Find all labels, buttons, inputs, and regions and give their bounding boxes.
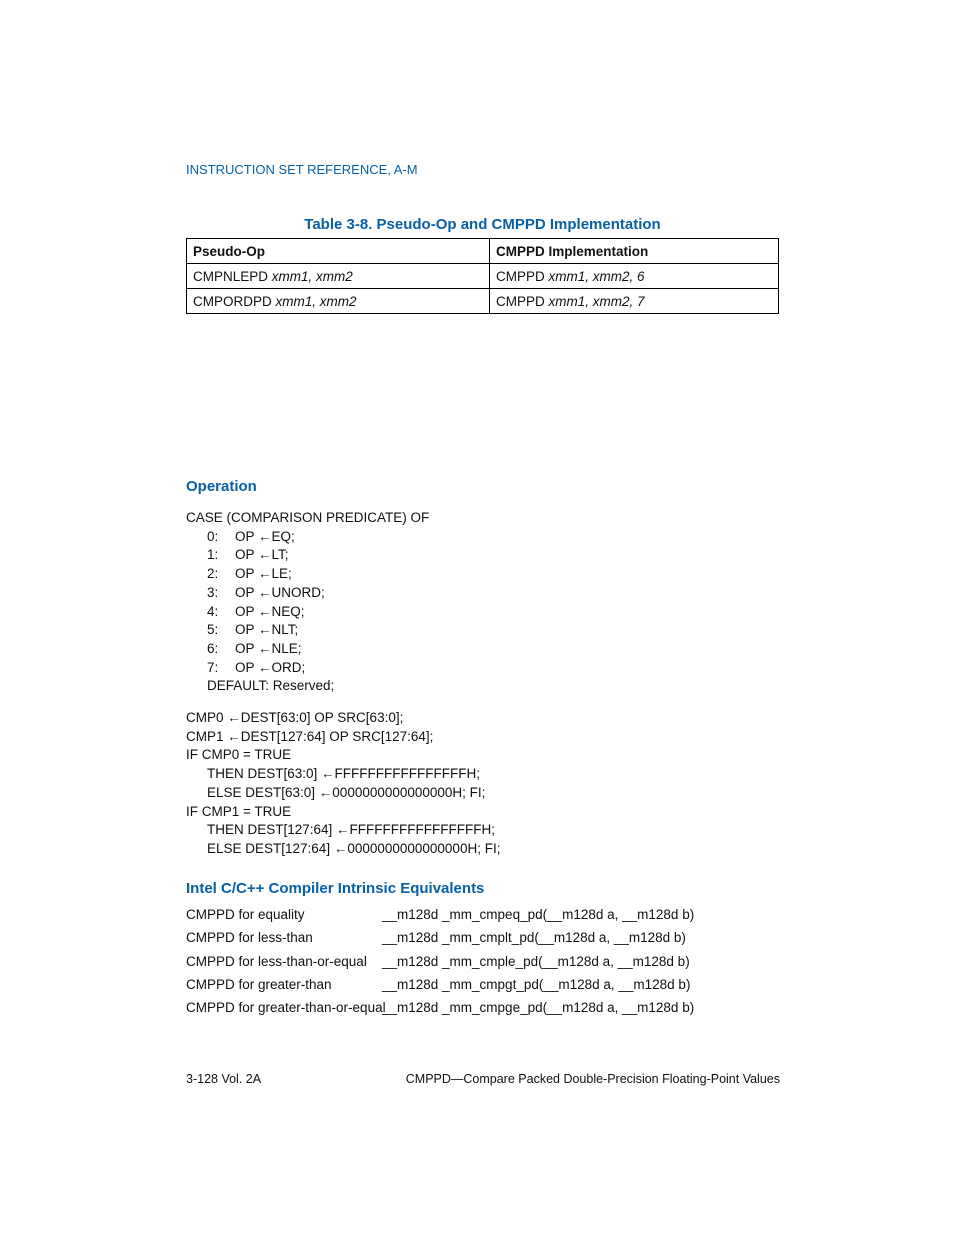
footer-section-title: CMPPD—Compare Packed Double-Precision Floating-Point Values bbox=[405, 1072, 780, 1086]
pseudo-op-table bbox=[186, 238, 779, 314]
table-cell: CMPPD xmm1, xmm2, 7 bbox=[490, 289, 779, 314]
table-cell: CMPNLEPD xmm1, xmm2 bbox=[187, 264, 490, 289]
code-line: OP ←NLT; bbox=[235, 622, 299, 638]
code-line: OP ←LT; bbox=[235, 547, 289, 563]
code-line: OP ←ORD; bbox=[235, 659, 306, 675]
code-line: CASE (COMPARISON PREDICATE) OF bbox=[186, 510, 430, 525]
footer-page-ref: 3-128 Vol. 2A bbox=[186, 1072, 262, 1086]
intrinsic-name: CMPPD for greater-than bbox=[186, 976, 332, 992]
intrinsic-name: CMPPD for equality bbox=[186, 907, 305, 922]
code-line: OP ←NEQ; bbox=[235, 603, 305, 619]
case-label: 3: bbox=[207, 584, 219, 600]
intrinsic-signature: __m128d _mm_cmple_pd(__m128d a, __m128d b) bbox=[382, 953, 690, 969]
table-cell: CMPPD xmm1, xmm2, 6 bbox=[490, 264, 779, 289]
intrinsic-signature: __m128d _mm_cmpgt_pd(__m128d a, __m128d b) bbox=[382, 976, 691, 992]
table-header-cell: CMPPD Implementation bbox=[490, 239, 779, 264]
code-line: CMP0 ←DEST[63:0] OP SRC[63:0]; bbox=[186, 710, 404, 725]
table-row bbox=[187, 264, 779, 289]
code-line: OP ←LE; bbox=[235, 566, 292, 582]
table-caption: Table 3-8. Pseudo-Op and CMPPD Implementation bbox=[304, 216, 661, 233]
case-label: 1: bbox=[207, 547, 219, 563]
code-line: ELSE DEST[127:64] ←0000000000000000H; FI; bbox=[207, 840, 501, 856]
table-cell: CMPORDPD xmm1, xmm2 bbox=[187, 289, 490, 314]
code-line: THEN DEST[63:0] ←FFFFFFFFFFFFFFFFH; bbox=[207, 766, 480, 782]
code-line: IF CMP1 = TRUE bbox=[186, 803, 292, 819]
code-line: ELSE DEST[63:0] ←0000000000000000H; FI; bbox=[207, 784, 486, 800]
code-line: DEFAULT: Reserved; bbox=[207, 678, 335, 694]
case-label: 4: bbox=[207, 603, 219, 619]
case-label: 6: bbox=[207, 640, 219, 656]
code-line: OP ←NLE; bbox=[235, 640, 302, 656]
table-header-row bbox=[187, 239, 779, 264]
table-row bbox=[187, 289, 779, 314]
intrinsic-signature: __m128d _mm_cmpeq_pd(__m128d a, __m128d b) bbox=[382, 907, 695, 922]
intrinsic-signature: __m128d _mm_cmpge_pd(__m128d a, __m128d b) bbox=[382, 1000, 695, 1016]
intrinsic-name: CMPPD for less-than bbox=[186, 930, 313, 946]
code-line: OP ←UNORD; bbox=[235, 584, 325, 600]
intrinsic-signature: __m128d _mm_cmplt_pd(__m128d a, __m128d b) bbox=[382, 930, 686, 946]
code-line: OP ←EQ; bbox=[235, 528, 295, 544]
case-label: 0: bbox=[207, 528, 219, 544]
code-line: THEN DEST[127:64] ←FFFFFFFFFFFFFFFFH; bbox=[207, 822, 495, 838]
table-header-cell: Pseudo-Op bbox=[187, 239, 490, 264]
case-label: 5: bbox=[207, 622, 219, 638]
running-header: INSTRUCTION SET REFERENCE, A-M bbox=[186, 162, 418, 177]
case-label: 7: bbox=[207, 659, 219, 675]
intrinsics-heading: Intel C/C++ Compiler Intrinsic Equivalents bbox=[186, 880, 485, 897]
intrinsic-name: CMPPD for greater-than-or-equal bbox=[186, 1000, 386, 1016]
code-line: CMP1 ←DEST[127:64] OP SRC[127:64]; bbox=[186, 728, 434, 744]
intrinsic-name: CMPPD for less-than-or-equal bbox=[186, 953, 367, 969]
operation-heading: Operation bbox=[186, 478, 257, 495]
case-label: 2: bbox=[207, 566, 219, 582]
code-line: IF CMP0 = TRUE bbox=[186, 747, 292, 763]
